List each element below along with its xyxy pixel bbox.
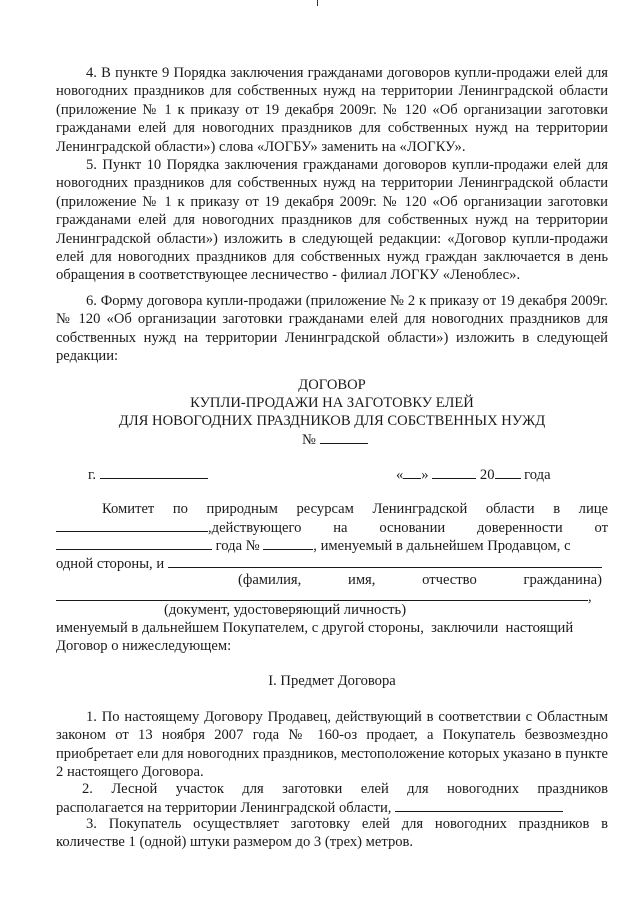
paragraph-5: 5. Пункт 10 Порядка заключения гражданами договоров купли-продажи елей для новогодних праздников для собственных нужд на территории Ленинградской области (приложение № 1 к приказу от 19 декабря 2009г. № 120 «Об организации заготовки гражданами елей для новогодних праздников для собственных нужд на территории Ленинградской области») изложить в следующей редакции: «Договор купли-продажи елей для новогодних праздников для собственных нужд граждан заключается в день обращения в соответствующее лесничество - филиал ЛОГКУ «Леноблес». [56, 157, 608, 284]
city-label: г. [88, 467, 96, 483]
day-blank [403, 465, 421, 479]
intro-line-3 [56, 536, 571, 555]
location-blank [395, 798, 563, 812]
location-label: располагается на территории Ленинградской области, [56, 800, 392, 816]
word: гражданина) [523, 572, 602, 588]
section-1-title: I. Предмет Договора [268, 673, 396, 689]
intro-line-1 [102, 500, 608, 518]
representative-blank [56, 518, 208, 532]
contract-number-label: № [302, 432, 316, 448]
acting-label: ,действующего [208, 520, 302, 536]
intro-line-2 [56, 518, 608, 537]
contract-subtitle-2: ДЛЯ НОВОГОДНИХ ПРАЗДНИКОВ ДЛЯ СОБСТВЕННЫХ НУЖД [118, 413, 546, 429]
word: участок [175, 781, 224, 797]
date-close-quote: » [421, 467, 429, 483]
document-caption: (документ, удостоверяющий личность) [164, 602, 407, 618]
word: отчество [422, 572, 477, 588]
contract-number [302, 430, 368, 449]
identity-document-blank [56, 587, 588, 601]
attorney-date-blank [56, 536, 212, 550]
intro-line-9: Договор о нижеследующем: [56, 638, 232, 654]
contract-subtitle-1: КУПЛИ-ПРОДАЖИ НА ЗАГОТОВКУ ЕЛЕЙ [190, 395, 474, 411]
word: ресурсам [296, 501, 354, 517]
word: от [594, 520, 609, 536]
word: Комитет [102, 501, 155, 517]
word: доверенности [477, 520, 563, 536]
word: по [172, 501, 188, 517]
item-3: 3. Покупатель осуществляет заготовку елей для новогодних праздников в количестве 1 (одной) штуки размером до 3 (трех) метров. [56, 816, 608, 851]
word: природным [206, 501, 278, 517]
page-top-mark [317, 0, 318, 6]
date-field [396, 465, 551, 484]
month-blank [432, 465, 476, 479]
paragraph-4: 4. В пункте 9 Порядка заключения гражданами договоров купли-продажи елей для новогодних праздников для собственных нужд на территории Ленинградской области (приложение № 1 к приказу от 19 декабря 2009г. № 120 «Об организации заготовки гражданами елей для новогодних праздников для собственных нужд на территории Ленинградской области») слова «ЛОГБУ» заменить на «ЛОГКУ». [56, 65, 608, 155]
paragraph-6: 6. Форму договора купли-продажи (приложение № 2 к приказу от 19 декабря 2009г. № 120 «Об организации заготовки гражданами елей для новогодних праздников для собственных нужд на территории Ленинградской области») изложить в следующей редакции: [56, 293, 608, 365]
word: новогодних [446, 781, 519, 797]
year-no-label: года № [215, 538, 260, 554]
date-open-quote: « [396, 467, 404, 483]
city-blank [100, 465, 208, 479]
comma: , [588, 589, 592, 605]
year-blank [495, 465, 521, 479]
intro-line-8: именуемый в дальнейшем Покупателем, с другой стороны, заключили настоящий [56, 620, 574, 636]
item-1: 1. По настоящему Договору Продавец, действующий в соответствии с Областным законом от 13 ноября 2007 года № 160-оз продает, а Покупатель безвозмездно приобретает ели для новогодних праздников, местоположение которых указано в пункте 2 настоящего Договора. [56, 709, 608, 781]
seller-label: , именуемый в дальнейшем Продавцом, с [313, 538, 571, 554]
word: (фамилия, [238, 572, 302, 588]
word: для [242, 781, 264, 797]
word: заготовки [282, 781, 343, 797]
word: лице [578, 501, 609, 517]
word: 2. [82, 781, 93, 797]
word: праздников [537, 781, 609, 797]
city-field [88, 465, 208, 484]
year-suffix: года [524, 467, 551, 483]
word: для [407, 781, 429, 797]
representative-field [56, 520, 301, 536]
attorney-number-blank [263, 536, 313, 550]
word: в [553, 501, 561, 517]
year-prefix: 20 [479, 467, 495, 483]
contract-number-blank [320, 430, 368, 444]
word: Ленинградской [372, 501, 468, 517]
citizen-name-blank [168, 554, 602, 568]
word: елей [360, 781, 389, 797]
word: основании [379, 520, 446, 536]
word: на [333, 520, 348, 536]
contract-title: ДОГОВОР [298, 377, 366, 393]
word: области [485, 501, 535, 517]
word: имя, [348, 572, 376, 588]
word: Лесной [111, 781, 158, 797]
other-party-label: одной стороны, и [56, 556, 165, 572]
item-2-line-1 [82, 780, 608, 798]
